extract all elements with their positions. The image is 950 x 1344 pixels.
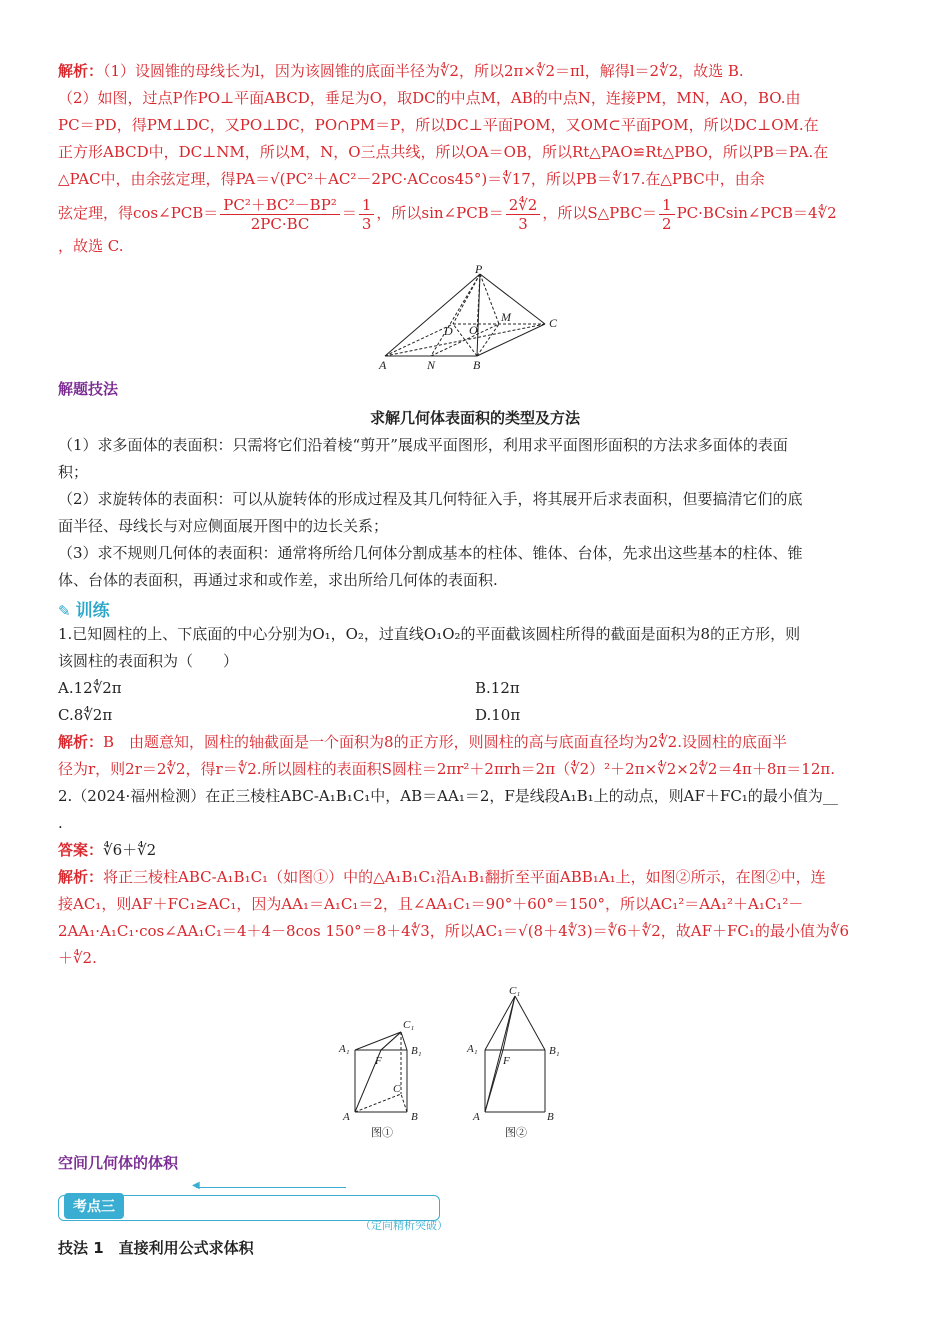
answer-line: 解析：B 由题意知，圆柱的轴截面是一个面积为8的正方形，则圆柱的高与底面直径均为2∜2.设圆柱的底面半: [58, 733, 787, 751]
fig1-label-B1: B₁: [411, 1045, 422, 1057]
fraction: $\frac{1}{2}$: [659, 196, 675, 233]
solution-line: ，故选 C.: [58, 237, 124, 255]
fig1-label-B: B: [411, 1111, 418, 1123]
arrow-left-icon: ◀: [192, 1180, 200, 1191]
option-c: C.8∜2π: [58, 706, 113, 724]
answer-line: 接AC₁，则AF＋FC₁≥AC₁，因为AA₁＝A₁C₁＝2，且∠AA₁C₁＝90°＋60°＝150°，所以AC₁²＝AA₁²＋A₁C₁²－: [58, 895, 804, 913]
option-d: D.10π: [475, 706, 521, 724]
training-heading: ✎ 训练: [58, 601, 110, 621]
fig2-label-B: B: [547, 1111, 554, 1123]
solution-label: 解析：: [58, 62, 104, 80]
fig2-caption: 图②: [505, 1127, 527, 1139]
fig2-label-C1: C₁: [509, 985, 521, 997]
answer-line: ＋∜2.: [58, 949, 97, 967]
tips-line: （3）求不规则几何体的表面积：通常将所给几何体分割成基本的柱体、锥体、台体，先求出这些基本的柱体、锥: [58, 544, 803, 562]
answer-line: 径为r，则2r＝2∜2，得r＝∜2.所以圆柱的表面积S圆柱＝2πr²＋2πrh＝2π（∜2）²＋2π×∜2×2∜2＝4π＋8π＝12π.: [58, 760, 835, 778]
tips-line: （2）求旋转体的表面积：可以从旋转体的形成过程及其几何特征入手，将其展开后求表面积，但要搞清它们的底: [58, 490, 803, 508]
question-line: 该圆柱的表面积为（ ）: [58, 652, 239, 670]
section-title: 空间几何体的体积: [58, 1154, 179, 1172]
section-badge-group: [58, 1180, 448, 1232]
solution-block: [58, 58, 892, 260]
option-a: A.12∜2π: [58, 679, 122, 697]
fig2-label-A: A: [473, 1111, 480, 1123]
answer-value-line: 答案：∜6＋∜2: [58, 841, 157, 859]
tips-line: 体、台体的表面积，再通过求和或作差，求出所给几何体的表面积.: [58, 571, 498, 589]
solution-line: 正方形ABCD中，DC⊥NM，所以M，N，O三点共线，所以OA＝OB，所以Rt△PAO≌Rt△PBO，所以PB＝PA.在: [58, 143, 829, 161]
prism-fig2: [485, 996, 545, 1112]
solution-line: △PAC中，由余弦定理，得PA＝√(PC²＋AC²－2PC·ACcos45°)＝∜17，所以PB＝∜17.在△PBC中，由余: [58, 170, 765, 188]
fraction: $\frac{2∜2}{3}$: [506, 196, 541, 233]
options-row: [58, 702, 892, 729]
pyramid-label-C: C: [549, 316, 558, 330]
fig1-label-C1: C₁: [403, 1019, 415, 1031]
fig1-label-C: C: [393, 1083, 401, 1095]
section-subtitle: （定向精析突破）: [360, 1219, 448, 1232]
question-line: 1.已知圆柱的上、下底面的中心分别为O₁，O₂，过直线O₁O₂的平面截该圆柱所得的截面是面积为8的正方形，则: [58, 625, 801, 643]
solution-line: 解析：（1）设圆锥的母线长为l，因为该圆锥的底面半径为∜2，所以2π×∜2＝πl，解得l＝2∜2，故选 B.: [58, 62, 744, 80]
fig1-label-F: F: [375, 1055, 382, 1067]
method-title: 技法 1 直接利用公式求体积: [58, 1239, 254, 1257]
fig2-label-A1: A₁: [467, 1043, 478, 1055]
options-row: [58, 675, 892, 702]
fraction: $\frac{1}{3}$: [359, 196, 375, 233]
fig1-caption: 图①: [371, 1127, 393, 1139]
pyramid-label-M: M: [501, 310, 511, 324]
question-line: .: [58, 814, 63, 832]
pyramid-label-N: N: [427, 358, 436, 372]
pyramid-label-P: P: [475, 264, 483, 276]
fraction: $\frac{\text{PC²＋BC²－BP²}}{2PC\cdot BC}$: [220, 196, 340, 233]
tips-line: 面半径、母线长与对应侧面展开图中的边长关系；: [58, 517, 389, 535]
fig1-label-A: A: [343, 1111, 350, 1123]
pyramid-label-B: B: [473, 358, 481, 372]
section-badge: 考点三: [64, 1193, 124, 1219]
pyramid-label-A: A: [379, 358, 387, 372]
pyramid-label-O: O: [469, 323, 478, 337]
fig1-label-A1: A₁: [339, 1043, 350, 1055]
pencil-icon: ✎: [58, 602, 71, 620]
page: [58, 58, 892, 1258]
tips-title: 求解几何体表面积的类型及方法: [369, 409, 580, 427]
tips-line: 积；: [58, 463, 89, 481]
solution-line-fractions: 弦定理，得cos∠PCB＝ $\frac{\text{PC²＋BC²－BP²}}{2PC\cdot BC}$ ＝ $\frac{1}{3}$ ，所以sin∠PCB＝ $\frac{2∜2}{3}$ ，所以S△PBC＝ $\frac{1}{2}$ PC·BCsin∠PCB＝4∜2: [58, 195, 837, 233]
prism-fig1: [355, 1032, 407, 1112]
arrow-line: [196, 1187, 346, 1188]
option-b: B.12π: [475, 679, 520, 697]
solution-line: （2）如图，过点P作PO⊥平面ABCD，垂足为O，取DC的中点M，AB的中点N，连接PM，MN，AO，BO.由: [58, 89, 801, 107]
tips-heading: 解题技法: [58, 380, 119, 398]
tips-line: （1）求多面体的表面积：只需将它们沿着棱“剪开”展成平面图形，利用求平面图形面积的方法求多面体的表面: [58, 436, 788, 454]
question-line: 2.（2024·福州检测）在正三棱柱ABC-A₁B₁C₁中，AB＝AA₁＝2，F是线段A₁B₁上的动点，则AF＋FC₁的最小值为__: [58, 787, 838, 805]
pyramid-figure: [365, 264, 585, 374]
pyramid-label-D: D: [444, 324, 453, 338]
prism-figures: [335, 982, 615, 1142]
answer-line: 2AA₁·A₁C₁·cos∠AA₁C₁＝4＋4－8cos 150°＝8＋4∜3，所以AC₁＝√(8＋4∜3)＝∜6＋∜2，故AF＋FC₁的最小值为∜6: [58, 922, 850, 940]
fig2-label-B1: B₁: [549, 1045, 560, 1057]
answer-line: 解析：将正三棱柱ABC-A₁B₁C₁（如图①）中的△A₁B₁C₁沿A₁B₁翻折至平面ABB₁A₁上，如图②所示，在图②中，连: [58, 868, 826, 886]
solution-line: PC＝PD，得PM⊥DC，又PO⊥DC，PO∩PM＝P，所以DC⊥平面POM，又OM⊂平面POM，所以DC⊥OM.在: [58, 116, 819, 134]
fig2-label-F: F: [503, 1055, 510, 1067]
